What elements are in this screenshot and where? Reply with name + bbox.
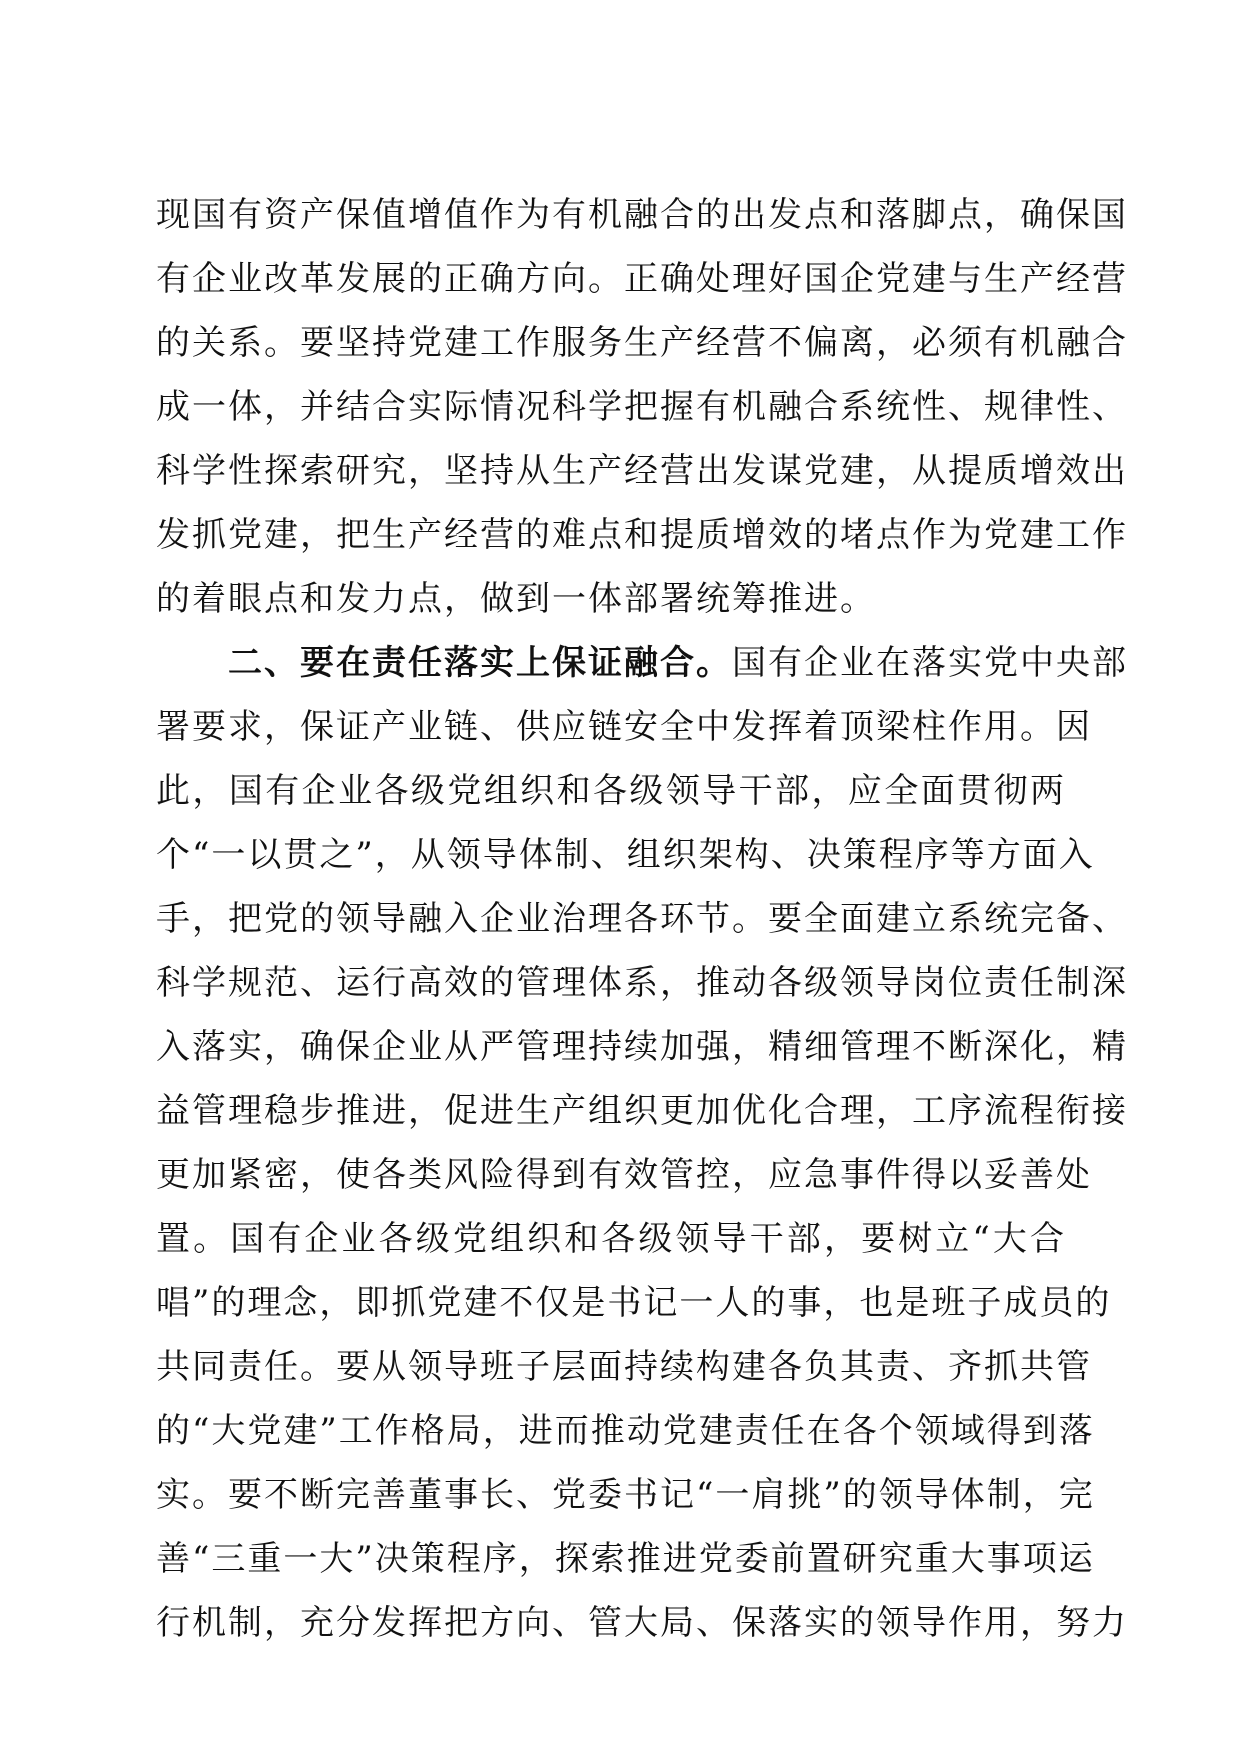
text-line: 有企业改革发展的正确方向。正确处理好国企党建与生产经营 bbox=[156, 259, 1128, 299]
text-line: 科学性探索研究，坚持从生产经营出发谋党建，从提质增效出 bbox=[156, 451, 1128, 491]
text-line: 善“三重一大”决策程序，探索推进党委前置研究重大事项运 bbox=[156, 1539, 1095, 1579]
text-line: 的“大党建”工作格局，进而推动党建责任在各个领域得到落 bbox=[156, 1411, 1095, 1451]
text-line: 发抓党建，把生产经营的难点和提质增效的堵点作为党建工作 bbox=[156, 515, 1128, 555]
text-line: 入落实，确保企业从严管理持续加强，精细管理不断深化，精 bbox=[156, 1027, 1128, 1067]
text-line: 科学规范、运行高效的管理体系，推动各级领导岗位责任制深 bbox=[156, 963, 1128, 1003]
text-line: 唱”的理念，即抓党建不仅是书记一人的事，也是班子成员的 bbox=[156, 1283, 1112, 1323]
text-line: 益管理稳步推进，促进生产组织更加优化合理，工序流程衔接 bbox=[156, 1091, 1128, 1131]
text-line: 的关系。要坚持党建工作服务生产经营不偏离，必须有机融合 bbox=[156, 323, 1128, 363]
text-line: 的着眼点和发力点，做到一体部署统筹推进。 bbox=[156, 579, 876, 619]
paragraph-2-first-line bbox=[156, 631, 1128, 695]
text-line: 个“一以贯之”，从领导体制、组织架构、决策程序等方面入 bbox=[156, 835, 1095, 875]
text-line: 置。国有企业各级党组织和各级领导干部，要树立“大合 bbox=[156, 1219, 1066, 1259]
section-heading: 二、要在责任落实上保证融合。 bbox=[228, 643, 732, 683]
document-body bbox=[156, 183, 1128, 1655]
text-line: 手，把党的领导融入企业治理各环节。要全面建立系统完备、 bbox=[156, 899, 1128, 939]
text-line: 行机制，充分发挥把方向、管大局、保落实的领导作用，努力 bbox=[156, 1603, 1128, 1643]
paragraph-1 bbox=[156, 183, 1128, 631]
text-line: 现国有资产保值增值作为有机融合的出发点和落脚点，确保国 bbox=[156, 195, 1128, 235]
text-line: 更加紧密，使各类风险得到有效管控，应急事件得以妥善处 bbox=[156, 1155, 1092, 1195]
text-line: 实。要不断完善董事长、党委书记“一肩挑”的领导体制，完 bbox=[156, 1475, 1095, 1515]
paragraph-2 bbox=[156, 631, 1128, 1655]
text-line: 此，国有企业各级党组织和各级领导干部，应全面贯彻两 bbox=[156, 771, 1066, 811]
text-line: 共同责任。要从领导班子层面持续构建各负其责、齐抓共管 bbox=[156, 1347, 1092, 1387]
text-line: 署要求，保证产业链、供应链安全中发挥着顶梁柱作用。因 bbox=[156, 707, 1092, 747]
text-line: 成一体，并结合实际情况科学把握有机融合系统性、规律性、 bbox=[156, 387, 1128, 427]
first-line-text: 国有企业在落实党中央部 bbox=[732, 643, 1128, 683]
